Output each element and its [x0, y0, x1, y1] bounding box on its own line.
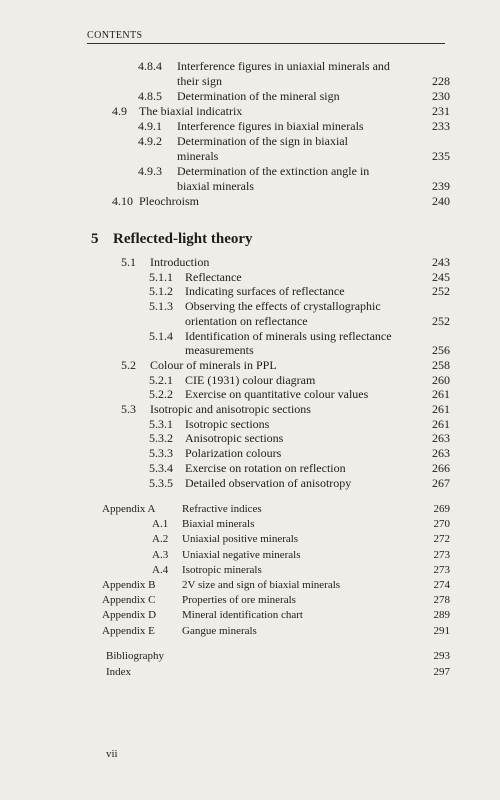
toc-entry [0, 134, 500, 149]
entry-page-number: 231 [432, 104, 450, 118]
entry-page-number: 266 [432, 460, 450, 475]
entry-title: Refractive indices [182, 503, 262, 515]
toc-back-entry [0, 650, 500, 666]
toc-entry [0, 149, 500, 164]
entry-page-number: 245 [432, 269, 450, 284]
toc-entry [0, 476, 500, 491]
entry-page-number: 260 [432, 372, 450, 387]
entry-title: Isotropic and anisotropic sections [150, 402, 311, 416]
entry-page-number: 272 [433, 533, 450, 546]
toc-entry [0, 387, 500, 402]
entry-title: Introduction [150, 255, 210, 269]
entry-title: Bibliography [106, 650, 165, 662]
entry-title: Detailed observation of anisotropy [185, 475, 352, 490]
toc-entry [0, 402, 500, 417]
entry-page-number: 243 [432, 255, 450, 269]
entry-page-number: 252 [432, 313, 450, 328]
entry-title: CIE (1931) colour diagram [185, 372, 316, 387]
entry-page-number: 297 [433, 665, 450, 678]
toc-entry [0, 89, 500, 104]
toc-entry [0, 461, 500, 476]
entry-page-number: 240 [432, 194, 450, 208]
entry-page-number: 263 [432, 446, 450, 461]
toc-entry [0, 255, 500, 270]
entry-title: orientation on reflectance [185, 313, 308, 328]
entry-title: minerals [177, 149, 219, 163]
entry-page-number: 263 [432, 431, 450, 446]
entry-number: 4.9.3 [138, 164, 162, 178]
entry-title: Reflectance [185, 269, 242, 284]
entry-page-number: 273 [433, 563, 450, 576]
entry-page-number: 289 [433, 609, 450, 622]
entry-title: measurements [185, 343, 254, 358]
entry-title: Polarization colours [185, 446, 282, 461]
entry-number: 5.3.3 [149, 446, 173, 461]
entry-page-number: 291 [433, 624, 450, 637]
entry-number: 5.1.1 [149, 269, 173, 284]
entry-number: A.3 [152, 548, 169, 561]
entry-title: Isotropic sections [185, 416, 270, 431]
entry-title: Gangue minerals [182, 624, 257, 637]
running-header: CONTENTS [87, 30, 445, 44]
entry-title: Exercise on quantitative colour values [185, 387, 369, 402]
toc-entry [0, 446, 500, 461]
entry-title: Determination of the mineral sign [177, 89, 340, 103]
entry-title: Uniaxial negative minerals [182, 548, 301, 561]
entry-number: 5.1.4 [149, 328, 173, 343]
toc-entry [0, 59, 500, 74]
toc-entry [0, 343, 500, 358]
entry-number: 5.1 [121, 255, 136, 269]
entry-number: Appendix A [102, 503, 156, 515]
entry-number: Appendix D [102, 609, 157, 622]
entry-number: 4.10 [112, 194, 133, 208]
entry-number: 5.2.2 [149, 387, 173, 402]
entry-title: Interference figures in uniaxial minerals and [177, 59, 390, 73]
toc-entry [0, 194, 500, 209]
toc-entry [0, 104, 500, 119]
entry-title: Colour of minerals in PPL [150, 357, 277, 372]
entry-number: 5.3 [121, 402, 136, 416]
entry-number: 5.3.4 [149, 460, 173, 475]
entry-page-number: 256 [432, 343, 450, 358]
entry-page-number: 274 [433, 579, 450, 591]
entry-title: Mineral identification chart [182, 609, 303, 622]
toc-appendix-entry [0, 518, 500, 533]
toc-entry [0, 329, 500, 344]
entry-title: Indicating surfaces of reflectance [185, 284, 345, 299]
entry-number: 5.3.5 [149, 475, 173, 490]
toc-entry [0, 314, 500, 329]
toc-appendix-entry [0, 533, 500, 548]
entry-page-number: 269 [433, 503, 450, 515]
entry-number: 4.9.2 [138, 134, 162, 148]
entry-title: Biaxial minerals [182, 518, 255, 531]
entry-number: 5.1.2 [149, 284, 173, 299]
entry-title: The biaxial indicatrix [139, 104, 243, 118]
toc-entry [0, 74, 500, 89]
entry-title: Interference figures in biaxial minerals [177, 119, 364, 133]
entry-page-number: 278 [433, 594, 450, 607]
page-folio: vii [106, 748, 118, 760]
toc-appendix-entry [0, 625, 500, 640]
entry-number: A.2 [152, 533, 169, 546]
entry-number: Appendix B [102, 579, 156, 591]
entry-page-number: 261 [432, 416, 450, 431]
entry-number: A.1 [152, 518, 169, 531]
entry-title: Pleochroism [139, 194, 199, 208]
chapter-title: Reflected-light theory [113, 231, 253, 247]
toc-appendix-entry [0, 594, 500, 609]
toc-entry [0, 373, 500, 388]
entry-number: 4.9.1 [138, 119, 162, 133]
toc-appendix-entry [0, 564, 500, 579]
entry-title: Observing the effects of crystallographic [185, 299, 381, 314]
toc-entry [0, 299, 500, 314]
toc-appendix-entry [0, 549, 500, 564]
entry-number: 5.3.2 [149, 431, 173, 446]
entry-title: Exercise on rotation on reflection [185, 460, 346, 475]
entry-page-number: 270 [433, 518, 450, 531]
chapter-number: 5 [91, 231, 99, 247]
entry-page-number: 267 [432, 475, 450, 490]
entry-page-number: 233 [432, 119, 450, 133]
toc-entry [0, 284, 500, 299]
entry-number: A.4 [152, 563, 169, 576]
toc-entry [0, 179, 500, 194]
entry-number: 5.1.3 [149, 299, 173, 314]
toc-appendix-entry [0, 503, 500, 518]
entry-page-number: 239 [432, 179, 450, 193]
entry-number: 4.9 [112, 104, 127, 118]
toc-appendix-entry [0, 579, 500, 594]
entry-page-number: 261 [432, 387, 450, 402]
toc-entry [0, 164, 500, 179]
toc-entry [0, 358, 500, 373]
entry-page-number: 273 [433, 548, 450, 561]
entry-page-number: 261 [432, 402, 450, 416]
entry-title: biaxial minerals [177, 179, 254, 193]
entry-title: Isotropic minerals [182, 563, 262, 576]
entry-number: 4.8.5 [138, 89, 162, 103]
toc-entry [0, 270, 500, 285]
entry-number: 4.8.4 [138, 59, 162, 73]
entry-number: 5.2 [121, 357, 136, 372]
toc-entry [0, 119, 500, 134]
entry-title: Properties of ore minerals [182, 594, 296, 607]
entry-number: 5.3.1 [149, 416, 173, 431]
entry-number: Appendix E [102, 624, 155, 637]
entry-title: Index [106, 665, 132, 678]
entry-title: their sign [177, 74, 222, 88]
entry-title: Determination of the extinction angle in [177, 164, 370, 178]
entry-page-number: 230 [432, 89, 450, 103]
entry-page-number: 252 [432, 284, 450, 299]
entry-title: Uniaxial positive minerals [182, 533, 299, 546]
toc-entry [0, 417, 500, 432]
toc-back-entry [0, 666, 500, 682]
entry-number: Appendix C [102, 594, 156, 607]
entry-number: 5.2.1 [149, 372, 173, 387]
entry-title: Identification of minerals using reflectance [185, 328, 392, 343]
entry-page-number: 235 [432, 149, 450, 163]
entry-title: 2V size and sign of biaxial minerals [182, 579, 341, 591]
entry-page-number: 293 [433, 650, 450, 662]
toc-appendix-entry [0, 609, 500, 624]
entry-title: Anisotropic sections [185, 431, 284, 446]
entry-page-number: 228 [432, 74, 450, 88]
entry-page-number: 258 [432, 357, 450, 372]
toc-entry [0, 431, 500, 446]
entry-title: Determination of the sign in biaxial [177, 134, 348, 148]
